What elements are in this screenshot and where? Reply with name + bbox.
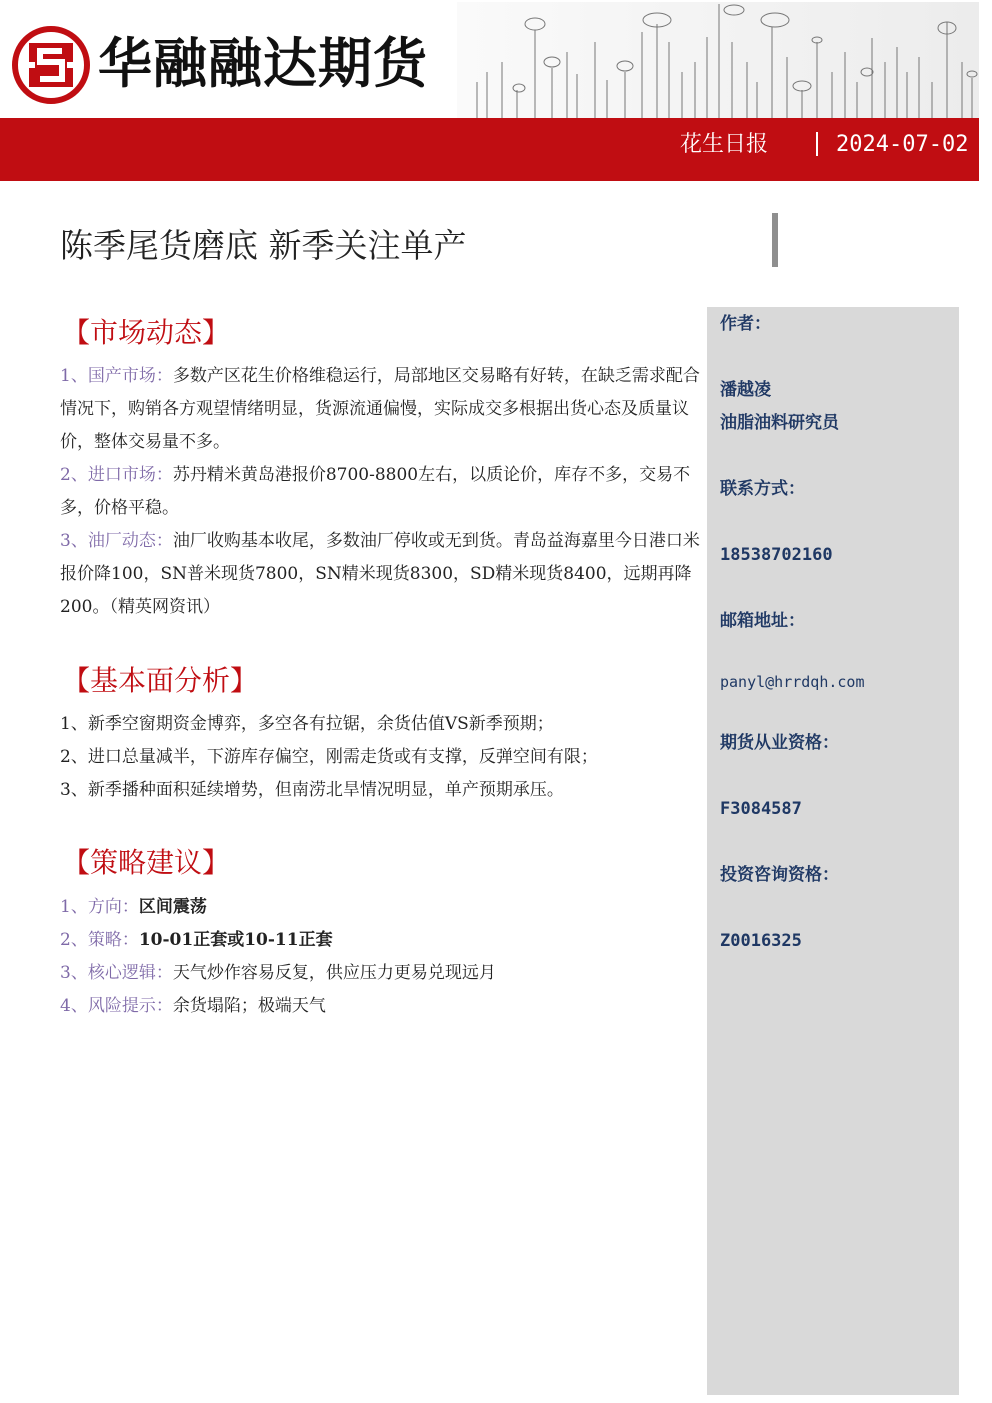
fundamental-item: 2、进口总量减半，下游库存偏空，刚需走货或有支撑，反弹空间有限； xyxy=(60,747,598,767)
header-separator xyxy=(816,132,818,156)
market-item-text: 苏丹精米黄岛港报价8700-8800左右，以质论价，库存不多，交易不多，价格平稳。 xyxy=(60,465,691,518)
report-type: 花生日报 xyxy=(680,132,769,157)
header-decoration xyxy=(457,2,979,118)
strategy-item-label: 4、风险提示： xyxy=(60,996,173,1016)
author-label: 作者： xyxy=(720,314,771,334)
strategy-item-text: 区间震荡 xyxy=(138,897,207,917)
title-accent-bar xyxy=(772,213,778,267)
strategy-item xyxy=(60,891,207,924)
strategy-item-label: 3、核心逻辑： xyxy=(60,963,173,983)
market-item-text: 多数产区花生价格维稳运行，局部地区交易略有好转，在缺乏需求配合情况下，购销各方观望情绪明显，货源流通偏慢，实际成交多根据出货心态及质量议价，整体交易量不多。 xyxy=(60,366,700,452)
investment-qualification-label: 投资咨询资格： xyxy=(720,865,839,885)
futures-qualification: F3084587 xyxy=(720,799,802,819)
market-item-label: 2、进口市场： xyxy=(60,465,173,485)
futures-qualification-label: 期货从业资格： xyxy=(720,733,839,753)
company-name: 华融融达期货 xyxy=(98,32,428,95)
strategy-item-text: 余货塌陷；极端天气 xyxy=(172,996,326,1016)
strategy-item-text: 天气炒作容易反复，供应压力更易兑现远月 xyxy=(172,963,496,983)
market-item xyxy=(60,459,700,525)
investment-qualification: Z0016325 xyxy=(720,931,802,951)
strategy-section-heading: 【策略建议】 xyxy=(62,846,231,879)
strategy-item xyxy=(60,957,496,990)
author-title: 油脂油料研究员 xyxy=(720,413,839,433)
email-label: 邮箱地址： xyxy=(720,611,805,631)
strategy-item-text: 10-01正套或10-11正套 xyxy=(138,930,333,950)
author-sidebar xyxy=(707,307,959,1395)
fundamental-item: 3、新季播种面积延续增势，但南涝北旱情况明显，单产预期承压。 xyxy=(60,780,564,800)
market-section-body xyxy=(60,360,700,624)
huarong-logo-icon xyxy=(12,26,90,104)
author-name: 潘越凌 xyxy=(720,380,771,400)
market-item-text: 油厂收购基本收尾，多数油厂停收或无到货。青岛益海嘉里今日港口米报价降100，SN普米现货7800，SN精米现货8300，SD精米现货8400，远期再降200。（精英网资讯） xyxy=(60,531,700,617)
strategy-item-label: 1、方向： xyxy=(60,897,139,917)
market-section-heading: 【市场动态】 xyxy=(62,316,231,349)
phone-number: 18538702160 xyxy=(720,545,833,565)
market-item xyxy=(60,525,700,624)
contact-label: 联系方式： xyxy=(720,479,805,499)
strategy-item xyxy=(60,990,326,1023)
market-item xyxy=(60,360,700,459)
fundamental-section-heading: 【基本面分析】 xyxy=(62,664,259,697)
header-red-bar xyxy=(0,118,979,181)
strategy-item xyxy=(60,924,333,957)
market-item-label: 1、国产市场： xyxy=(60,366,173,386)
email-address[interactable]: panyl@hrrdqh.com xyxy=(720,673,865,691)
strategy-item-label: 2、策略： xyxy=(60,930,139,950)
fundamental-item: 1、新季空窗期资金博弈，多空各有拉锯，余货估值VS新季预期； xyxy=(60,714,554,734)
report-title: 陈季尾货磨底 新季关注单产 xyxy=(60,226,467,265)
market-item-label: 3、油厂动态： xyxy=(60,531,173,551)
report-date: 2024-07-02 xyxy=(836,132,969,157)
